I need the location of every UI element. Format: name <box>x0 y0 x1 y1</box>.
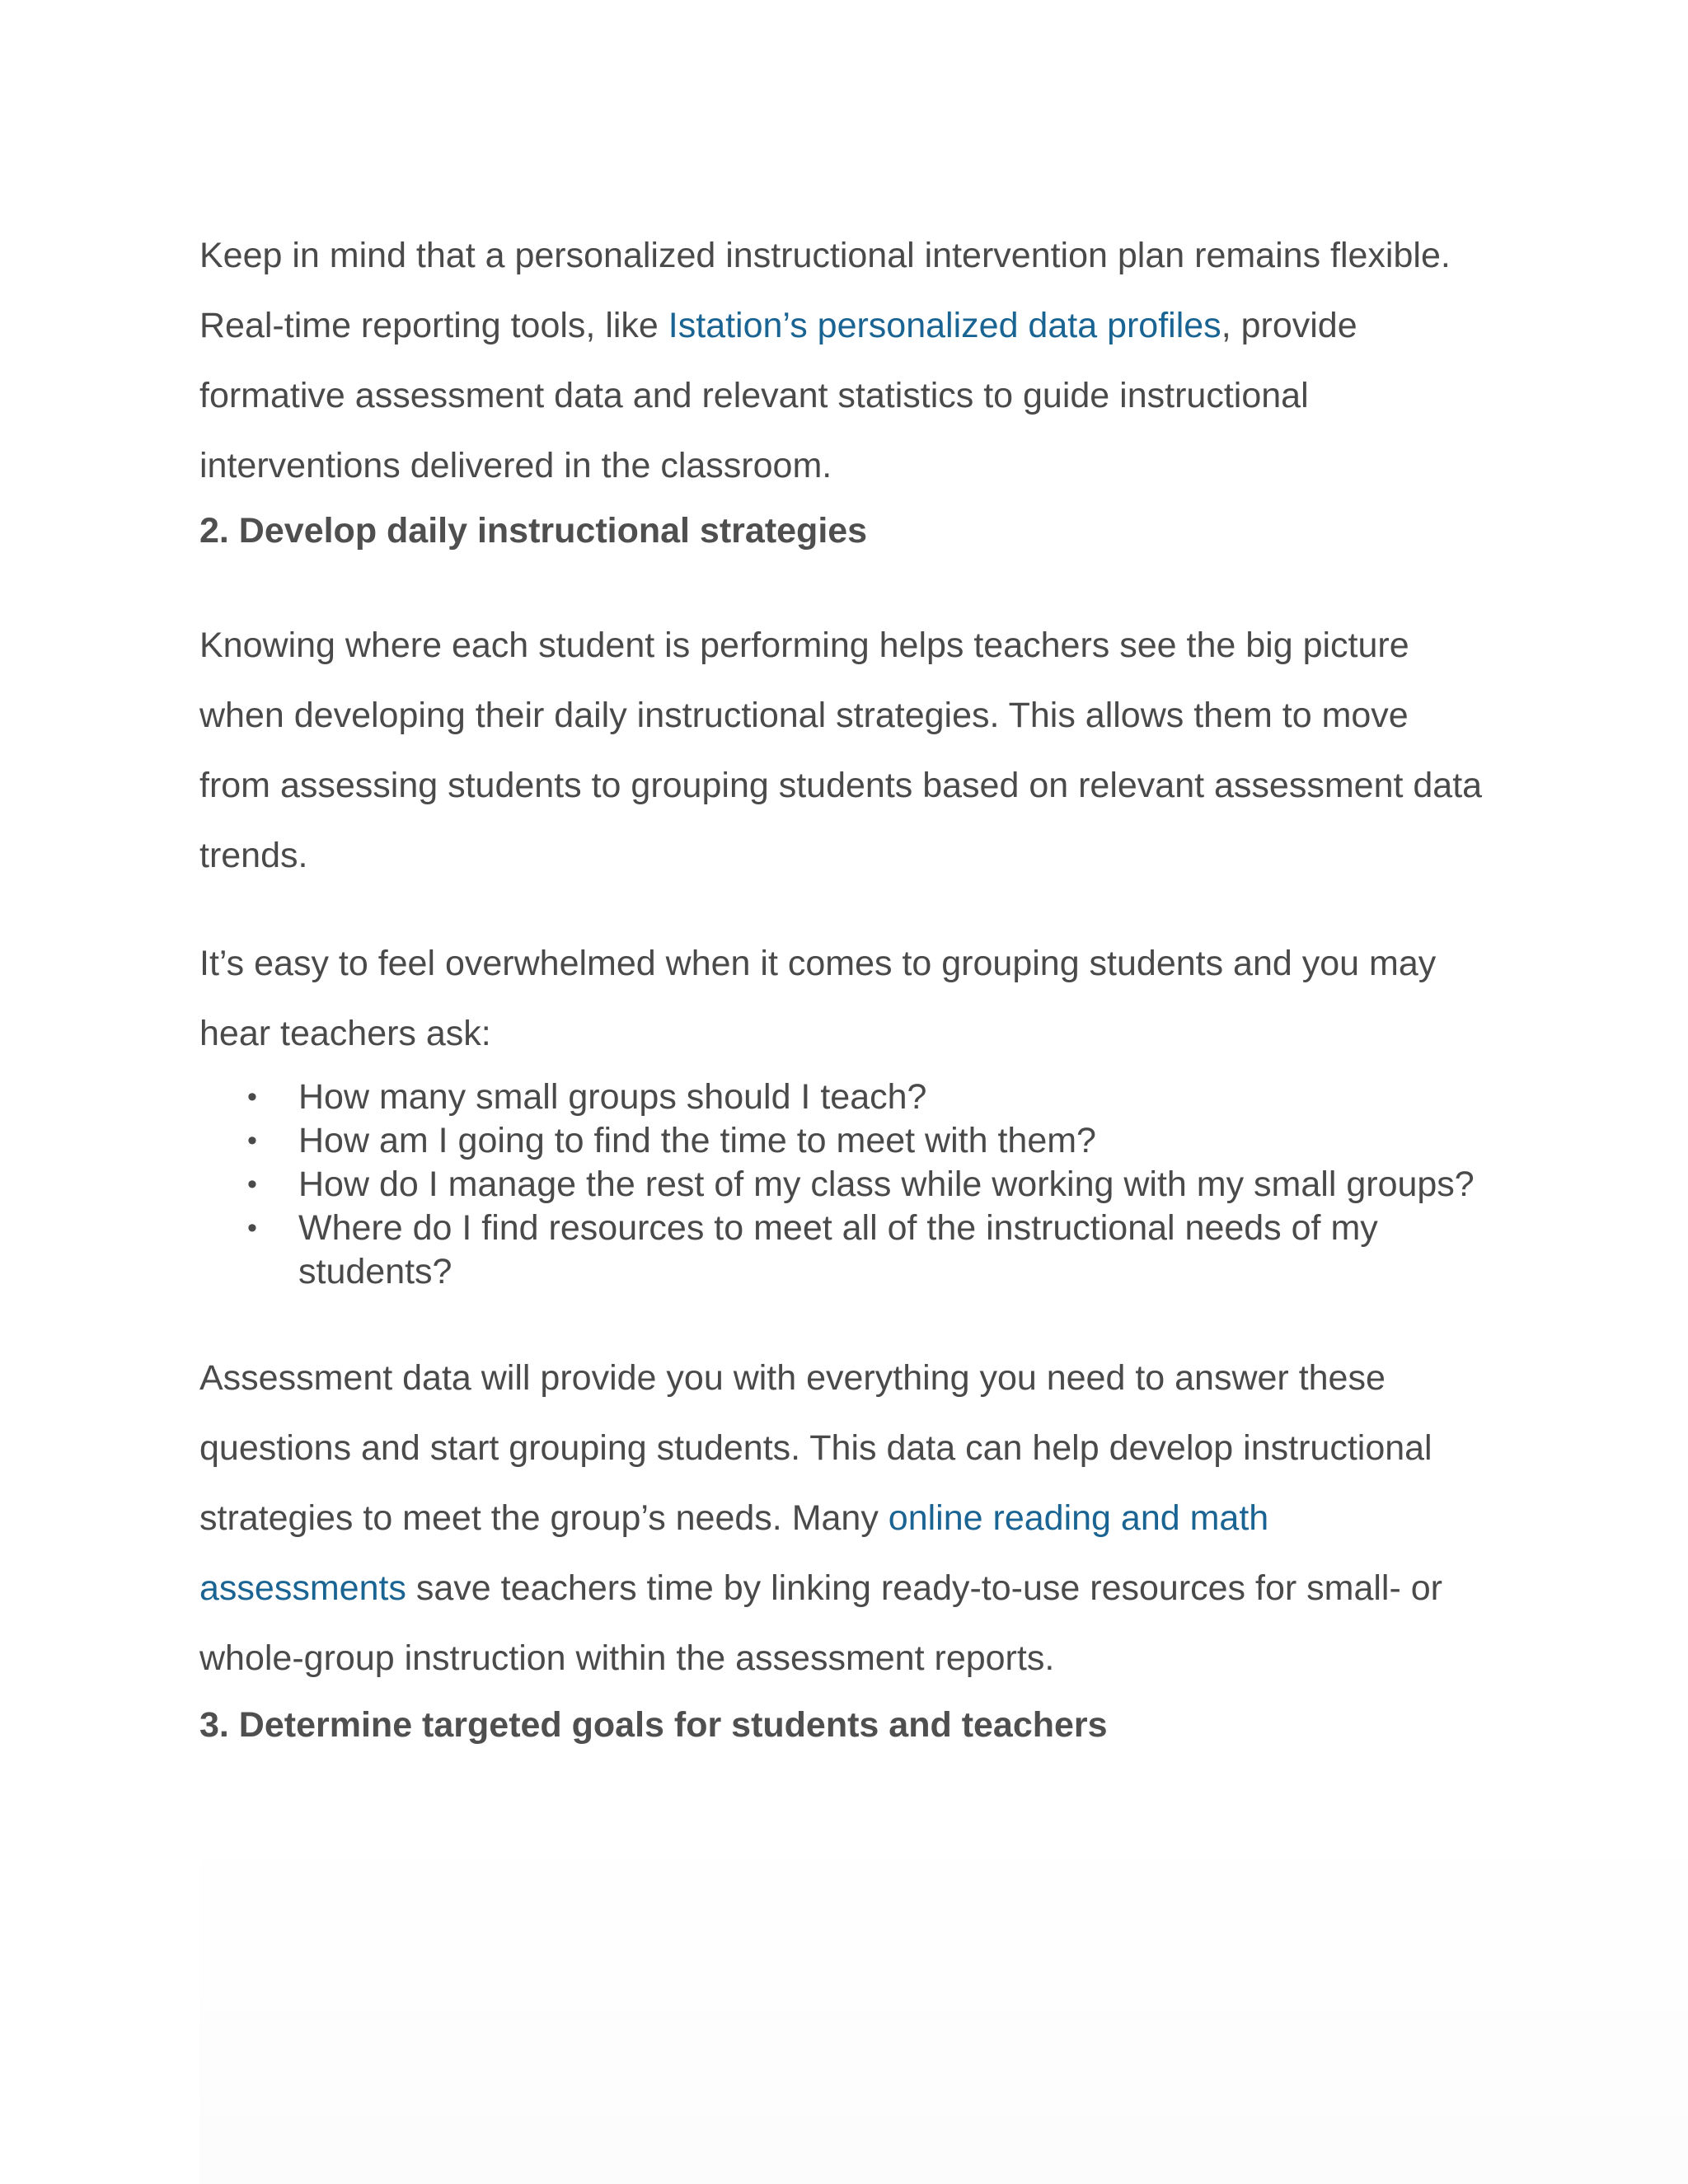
bullet-icon: • <box>247 1212 257 1244</box>
list-item-text: How many small groups should I teach? <box>298 1077 927 1117</box>
bullet-icon: • <box>247 1081 257 1113</box>
list-item <box>247 1076 1485 1119</box>
paragraph-text: , provide formative assessment data and relevant statistics to guide instructional interventions delivered in the classroom. <box>199 306 1357 485</box>
link-online-assessments[interactable]: online reading and math assessments <box>199 1498 1269 1608</box>
list-item <box>247 1119 1485 1163</box>
paragraph-intervention-plan <box>199 221 1485 501</box>
list-item-text: How do I manage the rest of my class while working with my small groups? <box>298 1165 1475 1204</box>
bullet-icon: • <box>247 1169 257 1200</box>
bullet-icon: • <box>247 1125 257 1156</box>
heading-develop-strategies: 2. Develop daily instructional strategies <box>199 511 868 551</box>
paragraph-text: Assessment data will provide you with everything you need to answer these questions and start grouping students. This data can help develop instructional strategies to meet the group’s needs. Many <box>199 1358 1432 1538</box>
paragraph-text: Keep in mind that a personalized instructional intervention plan remains flexible. Real-time reporting tools, like <box>199 236 1451 345</box>
paragraph-student-performance: Knowing where each student is performing helps teachers see the big picture when developing their daily instructional strategies. This allows them to move from assessing students to grouping students based on relevant assessment data trends. <box>199 626 1483 875</box>
heading-targeted-goals: 3. Determine targeted goals for students and teachers <box>199 1705 1108 1745</box>
paragraph-grouping-overwhelm: It’s easy to feel overwhelmed when it comes to grouping students and you may hear teachers ask: <box>199 944 1437 1053</box>
list-item-text: Where do I find resources to meet all of the instructional needs of my students? <box>298 1208 1378 1291</box>
list-item <box>247 1163 1485 1207</box>
link-istation-data-profiles[interactable]: Istation’s personalized data profiles <box>668 306 1221 345</box>
article-body <box>199 221 1485 1750</box>
paragraph-text: save teachers time by linking ready-to-use resources for small- or whole-group instruction within the assessment reports. <box>199 1568 1442 1678</box>
bottom-shaded-area <box>199 1805 1688 2184</box>
list-item <box>247 1207 1485 1294</box>
paragraph-assessment-data <box>199 1343 1485 1694</box>
list-item-text: How am I going to find the time to meet with them? <box>298 1121 1096 1160</box>
teacher-questions-list <box>199 1076 1485 1294</box>
